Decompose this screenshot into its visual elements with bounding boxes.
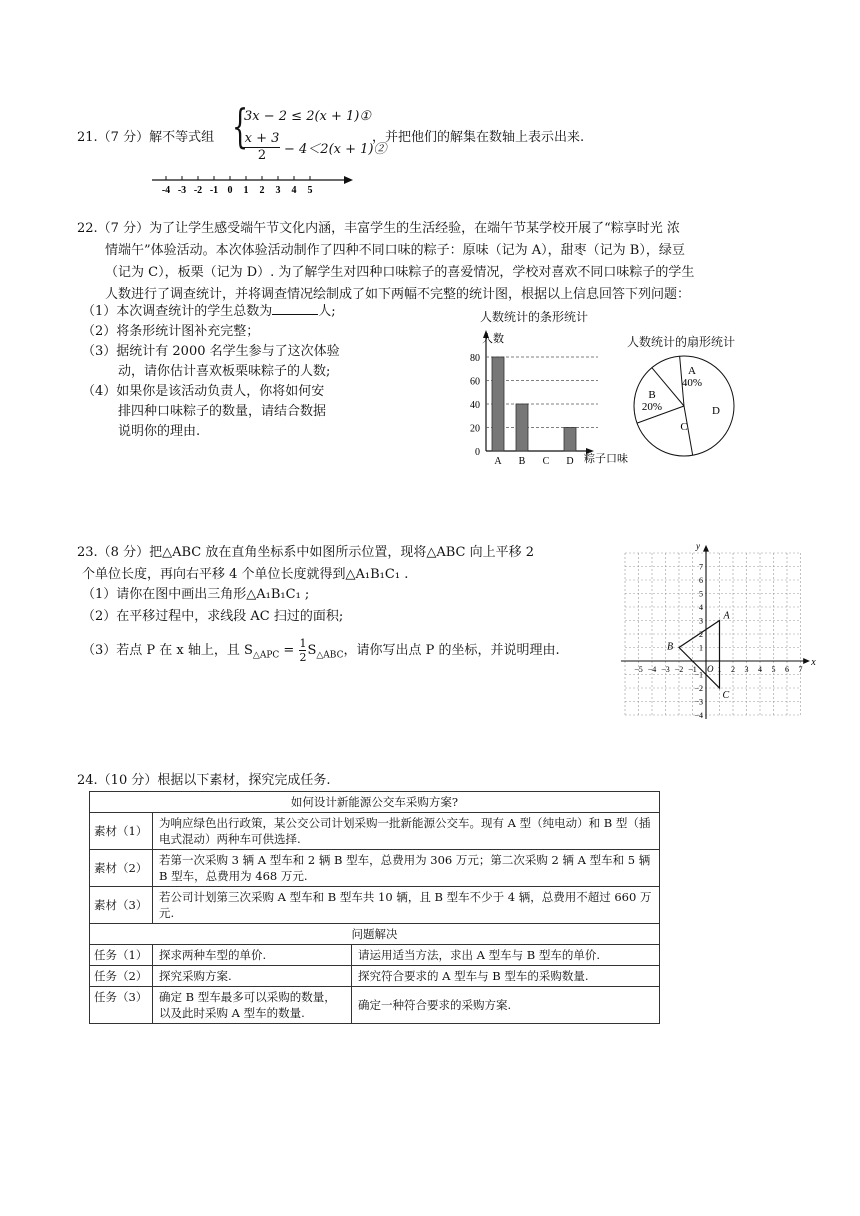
- q23-sub3-area1: △APC: [252, 650, 280, 661]
- y-tick: 4: [699, 603, 703, 612]
- pie-label-B: B: [648, 389, 656, 401]
- x-tick: −1: [688, 665, 697, 674]
- x-tick: 5: [771, 665, 776, 674]
- x-tick: −4: [647, 665, 657, 674]
- system-brace: {: [232, 99, 249, 153]
- bar-chart-ytick: 40: [470, 400, 480, 411]
- material-text: 为响应绿色出行政策，某公交公司计划采购一批新能源公交车。现有 A 型（纯电动）和 B 型（插电式混动）两种车可供选择.: [153, 813, 660, 850]
- material-text: 若第一次采购 3 辆 A 型车和 2 辆 B 型车，总费用为 306 万元；第二次采购 2 辆 A 型车和 5 辆 B 型车，总费用为 468 万元.: [153, 850, 660, 887]
- number-line-label: 1: [243, 185, 249, 196]
- q22-line-3: （记为 C），板栗（记为 D）. 为了解学生对四种口味粽子的喜爱情况，学校对喜欢不同口味粽子的学生: [105, 265, 695, 280]
- number-line: [148, 172, 358, 198]
- coordinate-grid: [612, 536, 818, 732]
- x-tick: 3: [744, 665, 749, 674]
- pie-value-B: 20%: [641, 401, 663, 413]
- q22-line-1: 22.（7 分）为了让学生感受端午节文化内涵，丰富学生的生活经验，在端午节某学校开展了“粽享时光 浓: [77, 221, 680, 236]
- bar-chart-title: 人数统计的条形统计: [480, 310, 589, 324]
- q21-fraction-denominator: 2: [257, 148, 267, 163]
- table-row: [90, 887, 660, 924]
- q21-prefix: 21.（7 分）解不等式组: [77, 130, 215, 145]
- y-tick: −4: [694, 711, 703, 720]
- q22-sub4-b: 排四种口味粽子的数量，请结合数据: [118, 404, 327, 419]
- bar-chart-ytick: 20: [470, 423, 480, 435]
- number-line-label: -2: [193, 185, 203, 196]
- q23-sub3-eq: =: [279, 643, 299, 658]
- q23-sub3-s2: S: [307, 643, 317, 658]
- q23-sub3-tail: ，请你写出点 P 的坐标，并说明理由.: [343, 643, 560, 658]
- bar-B: [516, 404, 528, 451]
- bar-chart-xtick: C: [542, 456, 550, 466]
- material-label: 素材（3）: [90, 887, 153, 924]
- answer-blank[interactable]: [272, 302, 318, 315]
- q23-frac-num: 1: [299, 637, 307, 650]
- table-row: [90, 813, 660, 850]
- task-detail: 确定一种符合要求的采购方案.: [352, 987, 660, 1024]
- q23-sub1: （1）请你在图中画出三角形△A₁B₁C₁ ;: [82, 587, 310, 602]
- y-tick: 2: [699, 630, 703, 639]
- point-label-C: C: [722, 690, 730, 701]
- number-line-label: 2: [259, 185, 265, 196]
- materials-table: [89, 791, 660, 1024]
- q23-sub3-fraction: [299, 637, 306, 664]
- task-goal: 探究采购方案.: [153, 966, 352, 987]
- q22-sub3-b: 动，请你估计喜欢板栗味粽子的人数;: [118, 364, 331, 379]
- q21-inequality-1: 3x − 2 ≤ 2(x + 1)①: [244, 109, 372, 124]
- pie-label-C: C: [680, 421, 688, 433]
- q22-sub1-text: （1）本次调查统计的学生总数为: [82, 304, 273, 319]
- material-label: 素材（1）: [90, 813, 153, 850]
- y-axis-arrow: [703, 545, 709, 552]
- bar-chart-ytick: 60: [470, 376, 480, 388]
- number-line-label: 0: [227, 185, 233, 196]
- pie-value-A: 40%: [681, 377, 703, 389]
- q21-inequality-2-rest: − 4＜2(x + 1)②: [284, 142, 387, 157]
- y-tick: 3: [699, 616, 703, 626]
- q22-sub1: [82, 302, 336, 322]
- x-tick: 4: [758, 665, 762, 674]
- task-detail: 请运用适当方法，求出 A 型车与 B 型车的单价.: [352, 945, 660, 966]
- q23-sub3-area2: △ABC: [316, 650, 344, 661]
- origin-label: O: [707, 664, 714, 674]
- task-detail: 探究符合要求的 A 型车与 B 型车的采购数量.: [352, 966, 660, 987]
- y-tick: 5: [699, 589, 703, 599]
- bar-D: [564, 428, 576, 452]
- q22-sub2: （2）将条形统计图补充完整；: [82, 324, 260, 339]
- y-tick: 1: [699, 643, 703, 653]
- x-tick: 1: [717, 665, 722, 674]
- bar-chart-xtick: B: [518, 456, 526, 466]
- task-label: 任务（2）: [90, 966, 153, 987]
- task-goal: 确定 B 型车最多可以采购的数量，以及此时采购 A 型车的数量.: [153, 987, 352, 1024]
- x-tick: −5: [634, 665, 643, 674]
- task-label: 任务（1）: [90, 945, 153, 966]
- table-row: [90, 966, 660, 987]
- y-tick: −1: [694, 670, 703, 680]
- pie-label-A: A: [688, 365, 696, 377]
- table-row: [90, 987, 660, 1024]
- material-label: 素材（2）: [90, 850, 153, 887]
- q23-sub2: （2）在平移过程中，求线段 AC 扫过的面积;: [82, 609, 344, 624]
- material-text: 若公司计划第三次采购 A 型车和 B 型车共 10 辆，且 B 型车不少于 4 辆，总费用不超过 660 万元.: [153, 887, 660, 924]
- bar-chart-xtick: A: [494, 456, 502, 466]
- number-line-label: -1: [209, 185, 219, 196]
- bar-chart-ytick: 80: [470, 353, 480, 364]
- task-label: 任务（3）: [90, 987, 153, 1024]
- q21-suffix: ，并把他们的解集在数轴上表示出来.: [372, 130, 585, 145]
- point-label-B: B: [667, 641, 674, 653]
- q22-line-2: 情端午”体验活动。本次体验活动制作了四种不同口味的粽子：原味（记为 A），甜枣（记为 B），绿豆: [105, 243, 685, 258]
- q23-line-2: 个单位长度，再向右平移 4 个单位长度就得到△A₁B₁C₁ .: [82, 567, 409, 582]
- q21-fraction-numerator: x + 3: [244, 131, 280, 146]
- task-goal: 探求两种车型的单价.: [153, 945, 352, 966]
- x-axis-arrow: [803, 658, 810, 664]
- bar-chart: [448, 326, 648, 466]
- section-title: 问题解决: [90, 924, 660, 945]
- bar-chart-xlabel: 粽子口味: [584, 453, 628, 465]
- x-tick: 7: [798, 665, 803, 674]
- table-title: 如何设计新能源公交车采购方案?: [90, 792, 660, 813]
- number-line-label: -3: [177, 185, 187, 196]
- q24-heading: 24.（10 分）根据以下素材，探究完成任务.: [77, 773, 331, 788]
- q23-sub3: [82, 637, 560, 666]
- x-tick: −3: [661, 665, 670, 674]
- q23-frac-den: 2: [299, 651, 307, 664]
- q22-line-4: 人数进行了调查统计，并将调查情况绘制成了如下两幅不完整的统计图，根据以上信息回答下列问题：: [105, 287, 691, 302]
- x-axis-label: x: [811, 657, 816, 668]
- bar-chart-xtick: D: [566, 456, 574, 466]
- q23-line-1: 23.（8 分）把△ABC 放在直角坐标系中如图所示位置，现将△ABC 向上平移 2: [77, 545, 534, 560]
- number-line-label: 3: [275, 185, 281, 196]
- x-tick: −2: [674, 665, 684, 674]
- point-label-A: A: [723, 610, 730, 622]
- q22-sub1-unit: 人;: [318, 304, 336, 319]
- table-row: [90, 945, 660, 966]
- q23-sub3-text: （3）若点 P 在 x 轴上，且 S: [82, 643, 253, 658]
- q21-fraction: [244, 131, 280, 164]
- bar-chart-ytick: 0: [475, 447, 480, 458]
- y-axis-label: y: [696, 540, 700, 551]
- x-tick: 2: [731, 665, 735, 674]
- pie-chart: [630, 352, 740, 462]
- x-tick: 6: [785, 665, 789, 674]
- bar-A: [492, 357, 504, 451]
- q22-sub4-a: （4）如果你是该活动负责人，你将如何安: [82, 384, 325, 399]
- number-line-label: -4: [161, 185, 171, 196]
- number-line-label: 5: [307, 185, 313, 196]
- bar-chart-ylabel: 人数: [482, 333, 504, 345]
- y-tick: 6: [699, 576, 703, 585]
- pie-chart-title: 人数统计的扇形统计: [627, 335, 736, 349]
- q22-sub4-c: 说明你的理由.: [118, 424, 201, 439]
- number-line-label: 4: [291, 185, 297, 196]
- table-row: [90, 850, 660, 887]
- q22-sub3-a: （3）据统计有 2000 名学生参与了这次体验: [82, 344, 340, 359]
- y-tick: 7: [699, 562, 703, 572]
- y-tick: −3: [694, 697, 703, 707]
- pie-label-D: D: [712, 405, 720, 417]
- y-tick: −2: [694, 684, 703, 693]
